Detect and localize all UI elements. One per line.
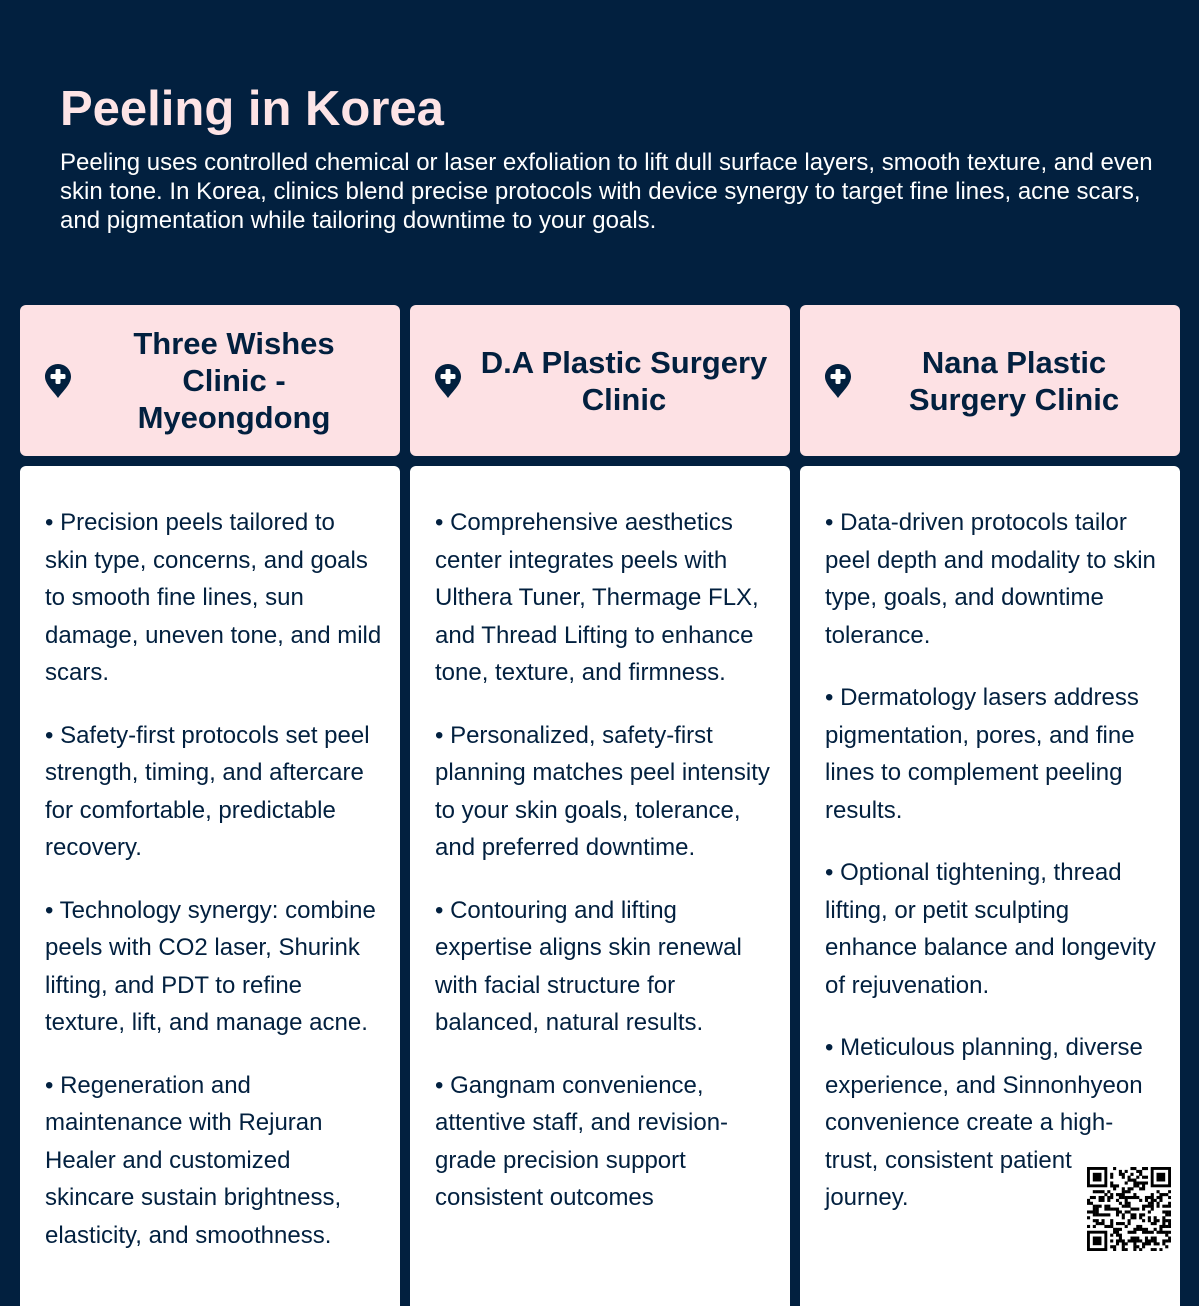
- map-pin-plus-icon: [44, 363, 72, 399]
- clinic-name: Nana Plastic Surgery Clinic: [908, 344, 1120, 417]
- clinic-details: [410, 466, 790, 1306]
- page-intro: Peeling uses controlled chemical or laser exfoliation to lift dull surface layers, smooth texture, and even skin tone. In Korea, clinics blend precise protocols with device synergy to target fine lines, acne scars, and pigmentation while tailoring downtime to your goals.: [60, 149, 1153, 234]
- clinic-bullet: • Precision peels tailored to skin type, concerns, and goals to smooth fine lines, sun damage, uneven tone, and mild scars.: [45, 509, 382, 686]
- map-pin-plus-icon: [434, 363, 462, 399]
- clinic-header: [410, 305, 790, 456]
- clinic-name: D.A Plastic Surgery Clinic: [480, 344, 768, 417]
- clinic-card-da-plastic: [410, 305, 790, 1306]
- page-header: [60, 80, 1160, 235]
- clinic-card-three-wishes: [20, 305, 400, 1306]
- clinic-columns: [20, 305, 1180, 1306]
- clinic-bullet: • Regeneration and maintenance with Rejuran Healer and customized skincare sustain brightness, elasticity, and smoothness.: [45, 1071, 342, 1249]
- clinic-bullet: • Safety-first protocols set peel strength, timing, and aftercare for comfortable, predictable recovery.: [45, 721, 370, 861]
- clinic-header: [20, 305, 400, 456]
- clinic-bullet: • Meticulous planning, diverse experience, and Sinnonhyeon convenience create a high-trust, consistent patient journey.: [825, 1034, 1143, 1211]
- clinic-card-nana-plastic: [800, 305, 1180, 1306]
- page-title: Peeling in Korea: [60, 82, 444, 136]
- qr-code-icon[interactable]: [1087, 1167, 1171, 1251]
- clinic-bullet: • Contouring and lifting expertise aligns skin renewal with facial structure for balanced, natural results.: [435, 896, 742, 1036]
- clinic-bullet: • Comprehensive aesthetics center integrates peels with Ulthera Tuner, Thermage FLX, and Thread Lifting to enhance tone, texture, and firmness.: [435, 509, 759, 686]
- clinic-header: [800, 305, 1180, 456]
- clinic-bullet: • Technology synergy: combine peels with CO2 laser, Shurink lifting, and PDT to refine texture, lift, and manage acne.: [45, 896, 376, 1036]
- clinic-details: [20, 466, 400, 1306]
- clinic-bullet: • Data-driven protocols tailor peel depth and modality to skin type, goals, and downtime tolerance.: [825, 509, 1156, 649]
- clinic-name: Three Wishes Clinic - Myeongdong: [133, 326, 335, 435]
- clinic-bullet: • Optional tightening, thread lifting, or petit sculpting enhance balance and longevity of rejuvenation.: [825, 859, 1156, 999]
- clinic-bullet: • Dermatology lasers address pigmentation, pores, and fine lines to complement peeling results.: [825, 684, 1139, 824]
- clinic-bullet: • Personalized, safety-first planning matches peel intensity to your skin goals, tolerance, and preferred downtime.: [435, 721, 770, 861]
- clinic-bullet: • Gangnam convenience, attentive staff, and revision-grade precision support consistent outcomes: [435, 1071, 729, 1211]
- map-pin-plus-icon: [824, 363, 852, 399]
